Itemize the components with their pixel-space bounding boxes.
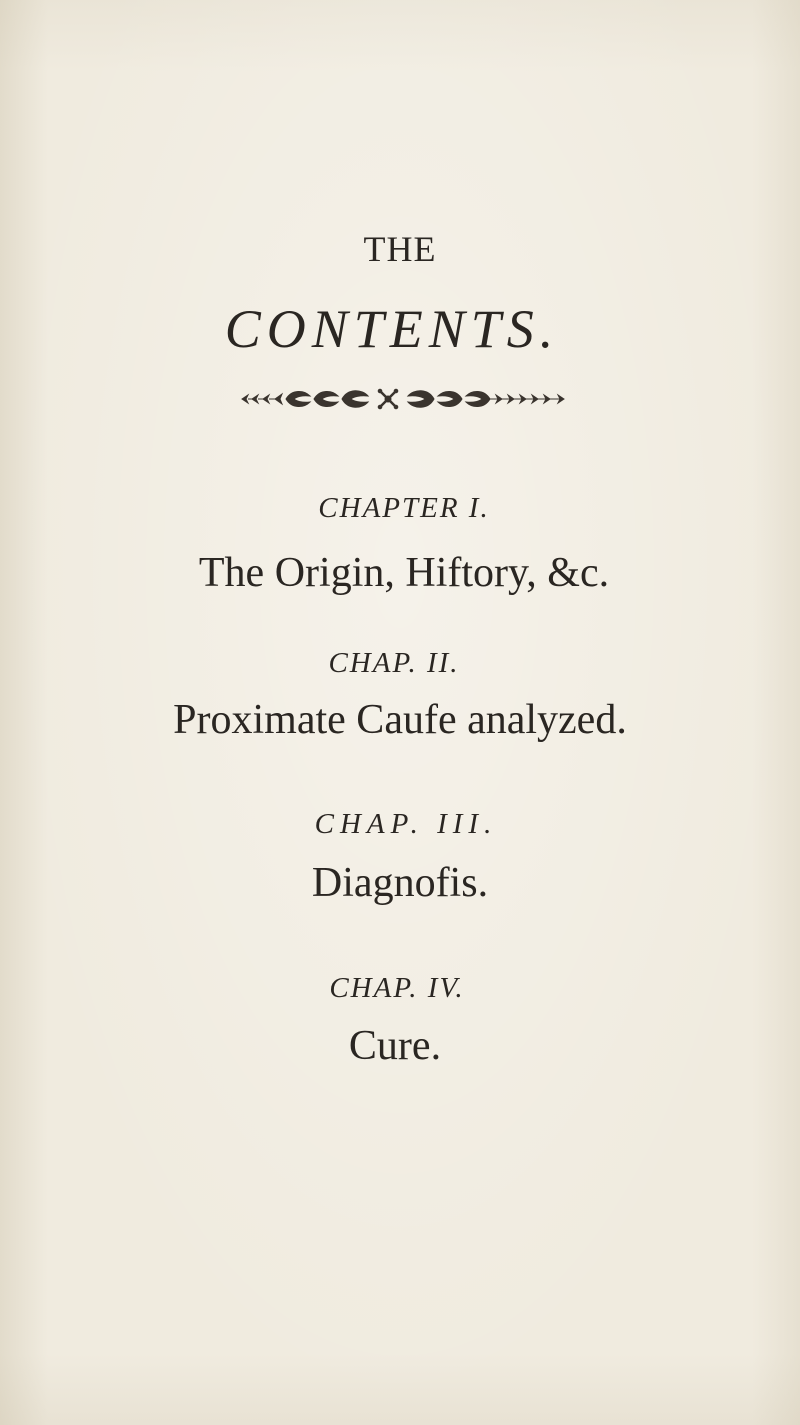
- chapter-2-heading: CHAP. II.: [328, 647, 460, 679]
- chapter-1-heading: CHAPTER I.: [318, 492, 490, 524]
- chapter-3-heading: CHAP. III.: [314, 808, 498, 840]
- chapter-4-title: Cure.: [348, 1023, 442, 1069]
- chapter-3-title: Diagnofis.: [311, 860, 489, 906]
- chapter-2-title: Proximate Caufe analyzed.: [173, 697, 627, 743]
- contents-title: CONTENTS.: [224, 299, 560, 359]
- page-heading-the: THE: [363, 229, 437, 269]
- ornament-rule-icon: [240, 386, 570, 412]
- chapter-1-title: The Origin, Hiftory, &c.: [198, 550, 610, 596]
- chapter-4-heading: CHAP. IV.: [329, 972, 465, 1004]
